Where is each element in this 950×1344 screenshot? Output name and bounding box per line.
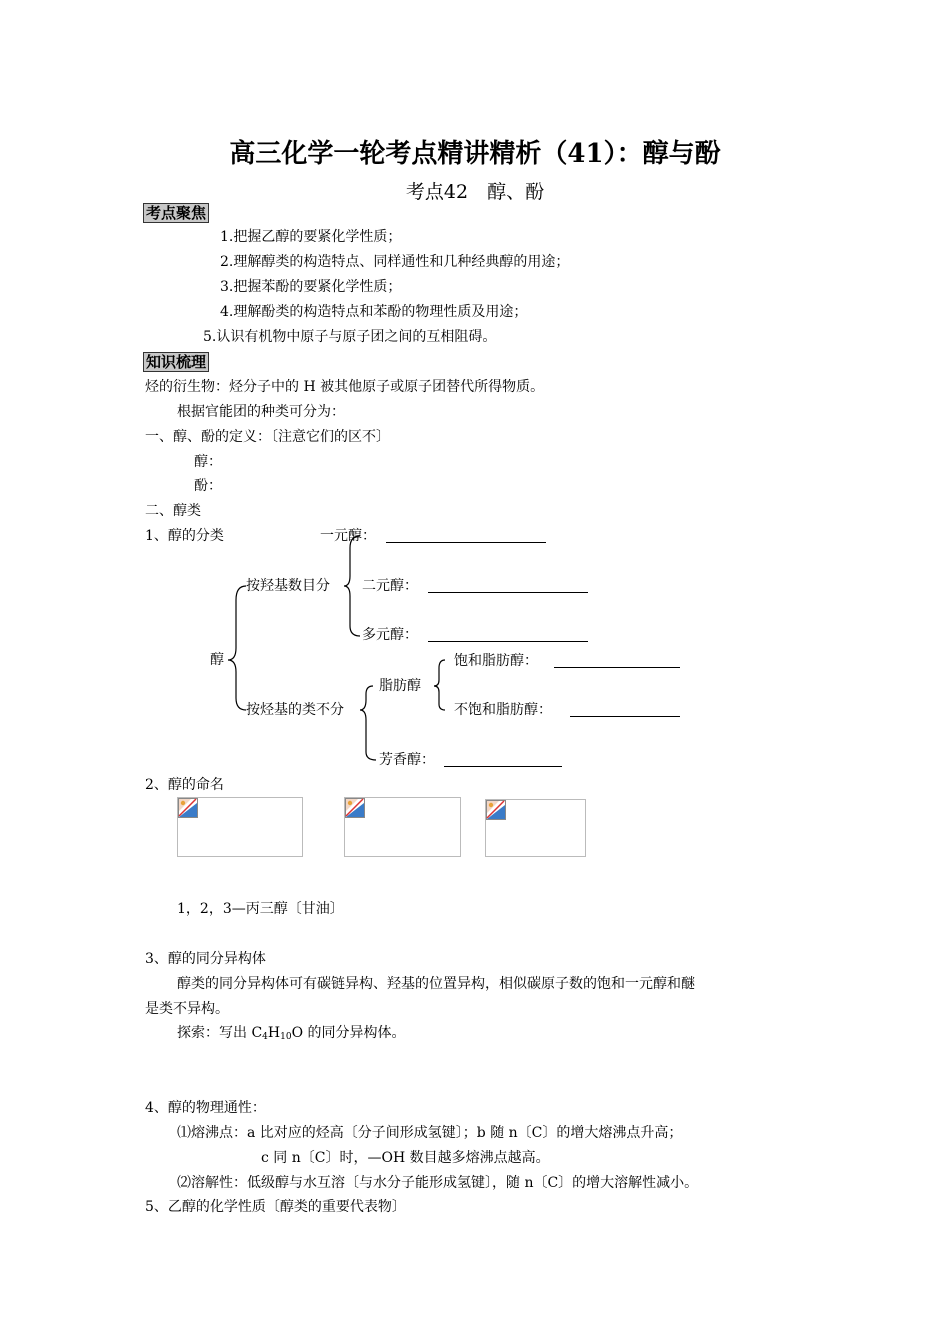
tree-unsat: 不饱和脂肪醇：: [454, 702, 552, 718]
tree-di: 二元醇：: [362, 578, 418, 594]
knowledge-line: 烃的衍生物：烃分子中的 H 被其他原子或原子团替代所得物质。: [145, 379, 545, 395]
focus-item: 1.把握乙醇的要紧化学性质；: [220, 229, 402, 245]
blank-line: [386, 542, 546, 543]
page-subtitle: 考点42 醇、酚: [405, 181, 545, 203]
glycerol-caption: 1，2，3—丙三醇〔甘油〕: [177, 901, 344, 917]
broken-image-icon: [486, 800, 506, 820]
sub-heading: 5、乙醇的化学性质〔醇类的重要代表物〕: [145, 1199, 406, 1215]
tree-sat: 饱和脂肪醇：: [454, 653, 538, 669]
focus-item: 4.理解酚类的构造特点和苯酚的物理性质及用途；: [220, 304, 528, 320]
structure-image-placeholder: [485, 799, 586, 857]
focus-item: 2.理解醇类的构造特点、同样通性和几种经典醇的用途；: [220, 254, 570, 270]
paragraph: 醇类的同分异构体可有碳链异构、羟基的位置异构，相似碳原子数的饱和一元醇和醚: [177, 976, 695, 992]
tree-root: 醇: [210, 652, 224, 668]
bullet: c 同 n〔C〕时，—OH 数目越多熔沸点越高。: [261, 1150, 550, 1166]
sub-heading: 3、醇的同分异构体: [145, 951, 266, 967]
broken-image-icon: [178, 798, 198, 818]
sub-heading: 4、醇的物理通性：: [145, 1100, 266, 1116]
paragraph: 是类不异构。: [145, 1001, 229, 1017]
definition-phenol: 酚：: [194, 478, 222, 494]
tree-aliphatic: 脂肪醇: [379, 678, 421, 694]
structure-image-placeholder: [344, 797, 461, 857]
focus-item: 5.认识有机物中原子与原子团之间的互相阻碍。: [203, 329, 497, 345]
blank-line: [570, 716, 680, 717]
tree-aromatic: 芳香醇：: [379, 752, 435, 768]
explore-line: 探索：写出 $C_4H_{10}O$ 的同分异构体。: [177, 1025, 406, 1042]
bullet: ⑴熔沸点：a 比对应的烃高〔分子间形成氢键〕；b 随 n〔C〕的增大熔沸点升高；: [177, 1125, 683, 1141]
blank-line: [428, 592, 588, 593]
tree-poly: 多元醇：: [362, 627, 418, 643]
broken-image-icon: [345, 798, 365, 818]
definition-alcohol: 醇：: [194, 454, 222, 470]
tree-by-count: 按羟基数目分: [246, 578, 330, 594]
structure-image-placeholder: [177, 797, 303, 857]
knowledge-tag: 知识梳理: [143, 352, 209, 372]
tree-mono: 一元醇：: [320, 528, 376, 544]
page-title: 高三化学一轮考点精讲精析（41）：醇与酚: [229, 139, 721, 169]
tree-by-type: 按烃基的类不分: [246, 702, 344, 718]
blank-line: [428, 641, 588, 642]
bullet: ⑵溶解性：低级醇与水互溶〔与水分子能形成氢键〕，随 n〔C〕的增大溶解性减小。: [177, 1175, 699, 1191]
section-heading: 一、醇、酚的定义：〔注意它们的区不〕: [145, 429, 390, 445]
focus-item: 3.把握苯酚的要紧化学性质；: [220, 279, 402, 295]
knowledge-line: 根据官能团的种类可分为：: [177, 404, 345, 420]
focus-tag: 考点聚焦: [143, 203, 209, 223]
blank-line: [554, 667, 680, 668]
sub-heading: 2、醇的命名: [145, 777, 224, 793]
sub-heading: 1、醇的分类: [145, 528, 224, 544]
blank-line: [444, 766, 562, 767]
section-heading: 二、醇类: [145, 503, 201, 519]
